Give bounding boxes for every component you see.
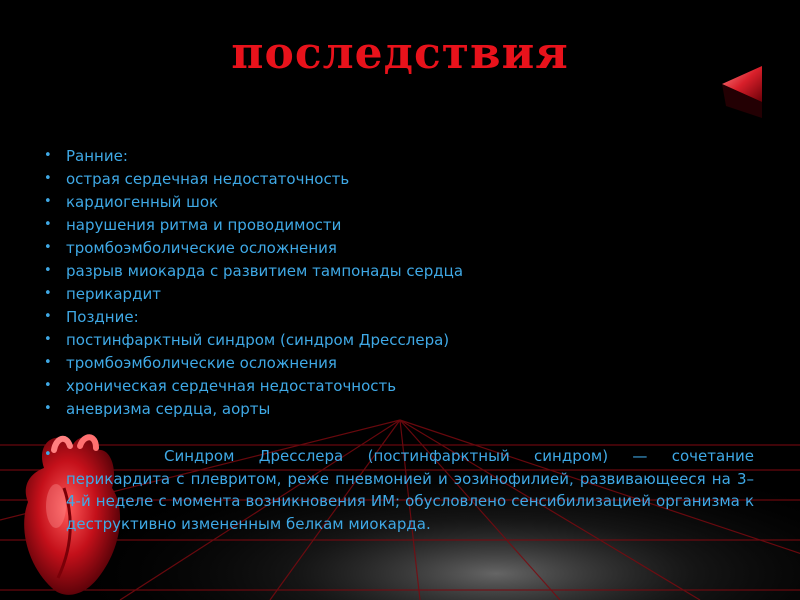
bullet-icon: • — [44, 332, 52, 347]
list-item: • тромбоэмболические осложнения — [44, 354, 337, 372]
bullet-icon: • — [44, 148, 52, 163]
list-item: • разрыв миокарда с развитием тампонады сердца — [44, 262, 464, 280]
bullet-icon: • — [44, 355, 52, 370]
bullet-icon: • — [44, 240, 52, 255]
bullet-icon: • — [44, 401, 52, 416]
list-item: • постинфарктный синдром (синдром Дресслера) — [44, 331, 450, 349]
bullet-icon: • — [44, 217, 52, 232]
list-item: • Ранние: — [44, 147, 128, 165]
list-item: • аневризма сердца, аорты — [44, 400, 271, 418]
list-item: • хроническая сердечная недостаточность — [44, 377, 397, 395]
bullet-icon: • — [44, 194, 52, 209]
slide-title: последствия — [231, 28, 569, 79]
list-item: • Поздние: — [44, 308, 139, 326]
bullet-icon: • — [44, 263, 52, 278]
bullet-icon: • — [44, 447, 52, 462]
list-item: • перикардит — [44, 285, 161, 303]
list-item: • тромбоэмболические осложнения — [44, 239, 337, 257]
bullet-icon: • — [44, 171, 52, 186]
list-item: • острая сердечная недостаточность — [44, 170, 350, 188]
list-item: • кардиогенный шок — [44, 193, 219, 211]
dressler-syndrome-paragraph: Синдром Дресслера (постинфарктный синдром) — сочетание перикардита с плевритом, реже пневмонией и эозинофилией, развивающееся на 3–4-й неделе с момента возникновения ИМ; обусловлено сенсибилизацией организма к деструктивно измененным белкам миокарда. — [66, 447, 754, 533]
bullet-icon: • — [44, 378, 52, 393]
list-item: • нарушения ритма и проводимости — [44, 216, 342, 234]
bullet-icon: • — [44, 309, 52, 324]
bullet-icon: • — [44, 286, 52, 301]
bullet-list — [44, 146, 764, 422]
back-arrow-icon[interactable] — [716, 62, 766, 122]
